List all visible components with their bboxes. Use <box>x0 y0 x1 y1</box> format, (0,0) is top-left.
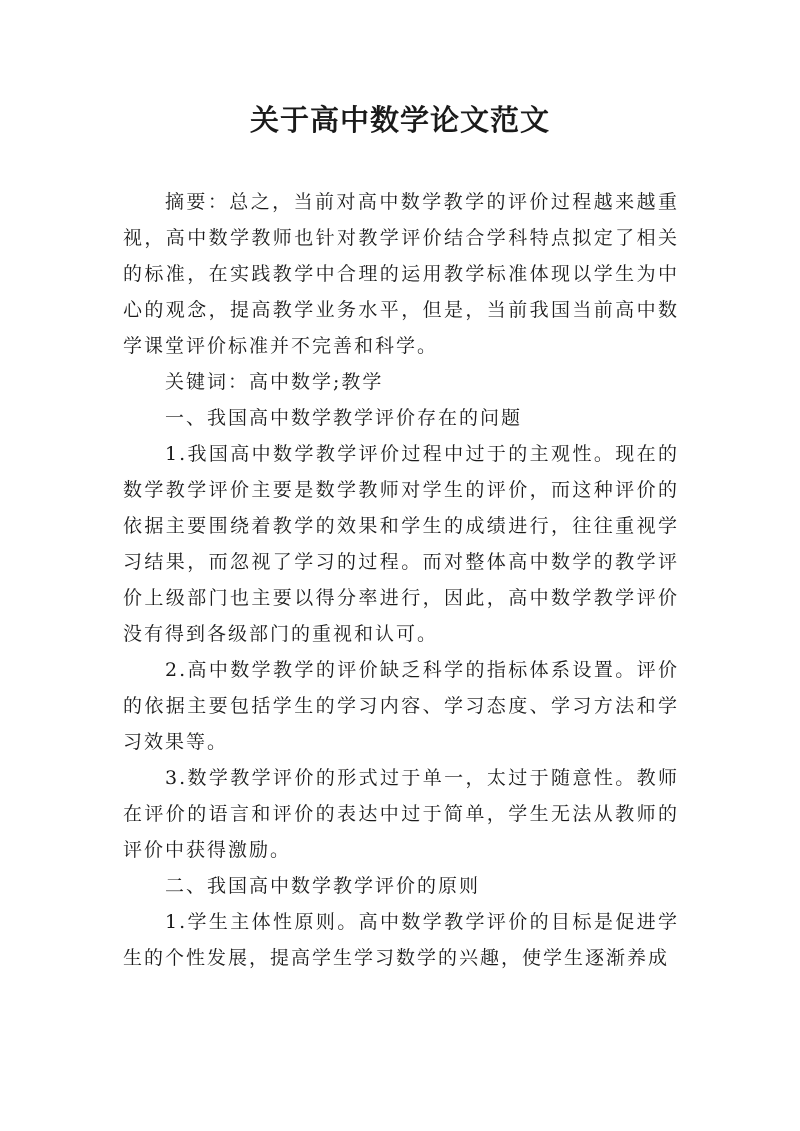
body-paragraph: 2.高中数学教学的评价缺乏科学的指标体系设置。评价的依据主要包括学生的学习内容、学习态度、学习方法和学习效果等。 <box>123 659 679 753</box>
document-title: 关于高中数学论文范文 <box>249 103 550 137</box>
body-paragraph: 1.我国高中数学教学评价过程中过于的主观性。现在的数学教学评价主要是数学教师对学生的评价，而这种评价的依据主要围绕着教学的效果和学生的成绩进行，往往重视学习结果，而忽视了学习的过程。而对整体高中数学的教学评价上级部门也主要以得分率进行，因此，高中数学教学评价没有得到各级部门的重视和认可。 <box>123 443 679 645</box>
body-paragraph: 1.学生主体性原则。高中数学教学评价的目标是促进学生的个性发展，提高学生学习数学的兴趣，使学生逐渐养成 <box>123 911 679 969</box>
section-heading-2: 二、我国高中数学教学评价的原则 <box>165 875 481 897</box>
body-paragraph: 3.数学教学评价的形式过于单一，太过于随意性。教师在评价的语言和评价的表达中过于简单，学生无法从教师的评价中获得激励。 <box>123 767 679 861</box>
keywords-paragraph: 关键词：高中数学;教学 <box>165 371 384 393</box>
document-body <box>123 184 679 976</box>
section-heading-1: 一、我国高中数学教学评价存在的问题 <box>165 407 523 429</box>
abstract-paragraph: 摘要：总之，当前对高中数学教学的评价过程越来越重视，高中数学教师也针对教学评价结合学科特点拟定了相关的标准，在实践教学中合理的运用教学标准体现以学生为中心的观念，提高教学业务水平，但是，当前我国当前高中数学课堂评价标准并不完善和科学。 <box>123 191 679 357</box>
